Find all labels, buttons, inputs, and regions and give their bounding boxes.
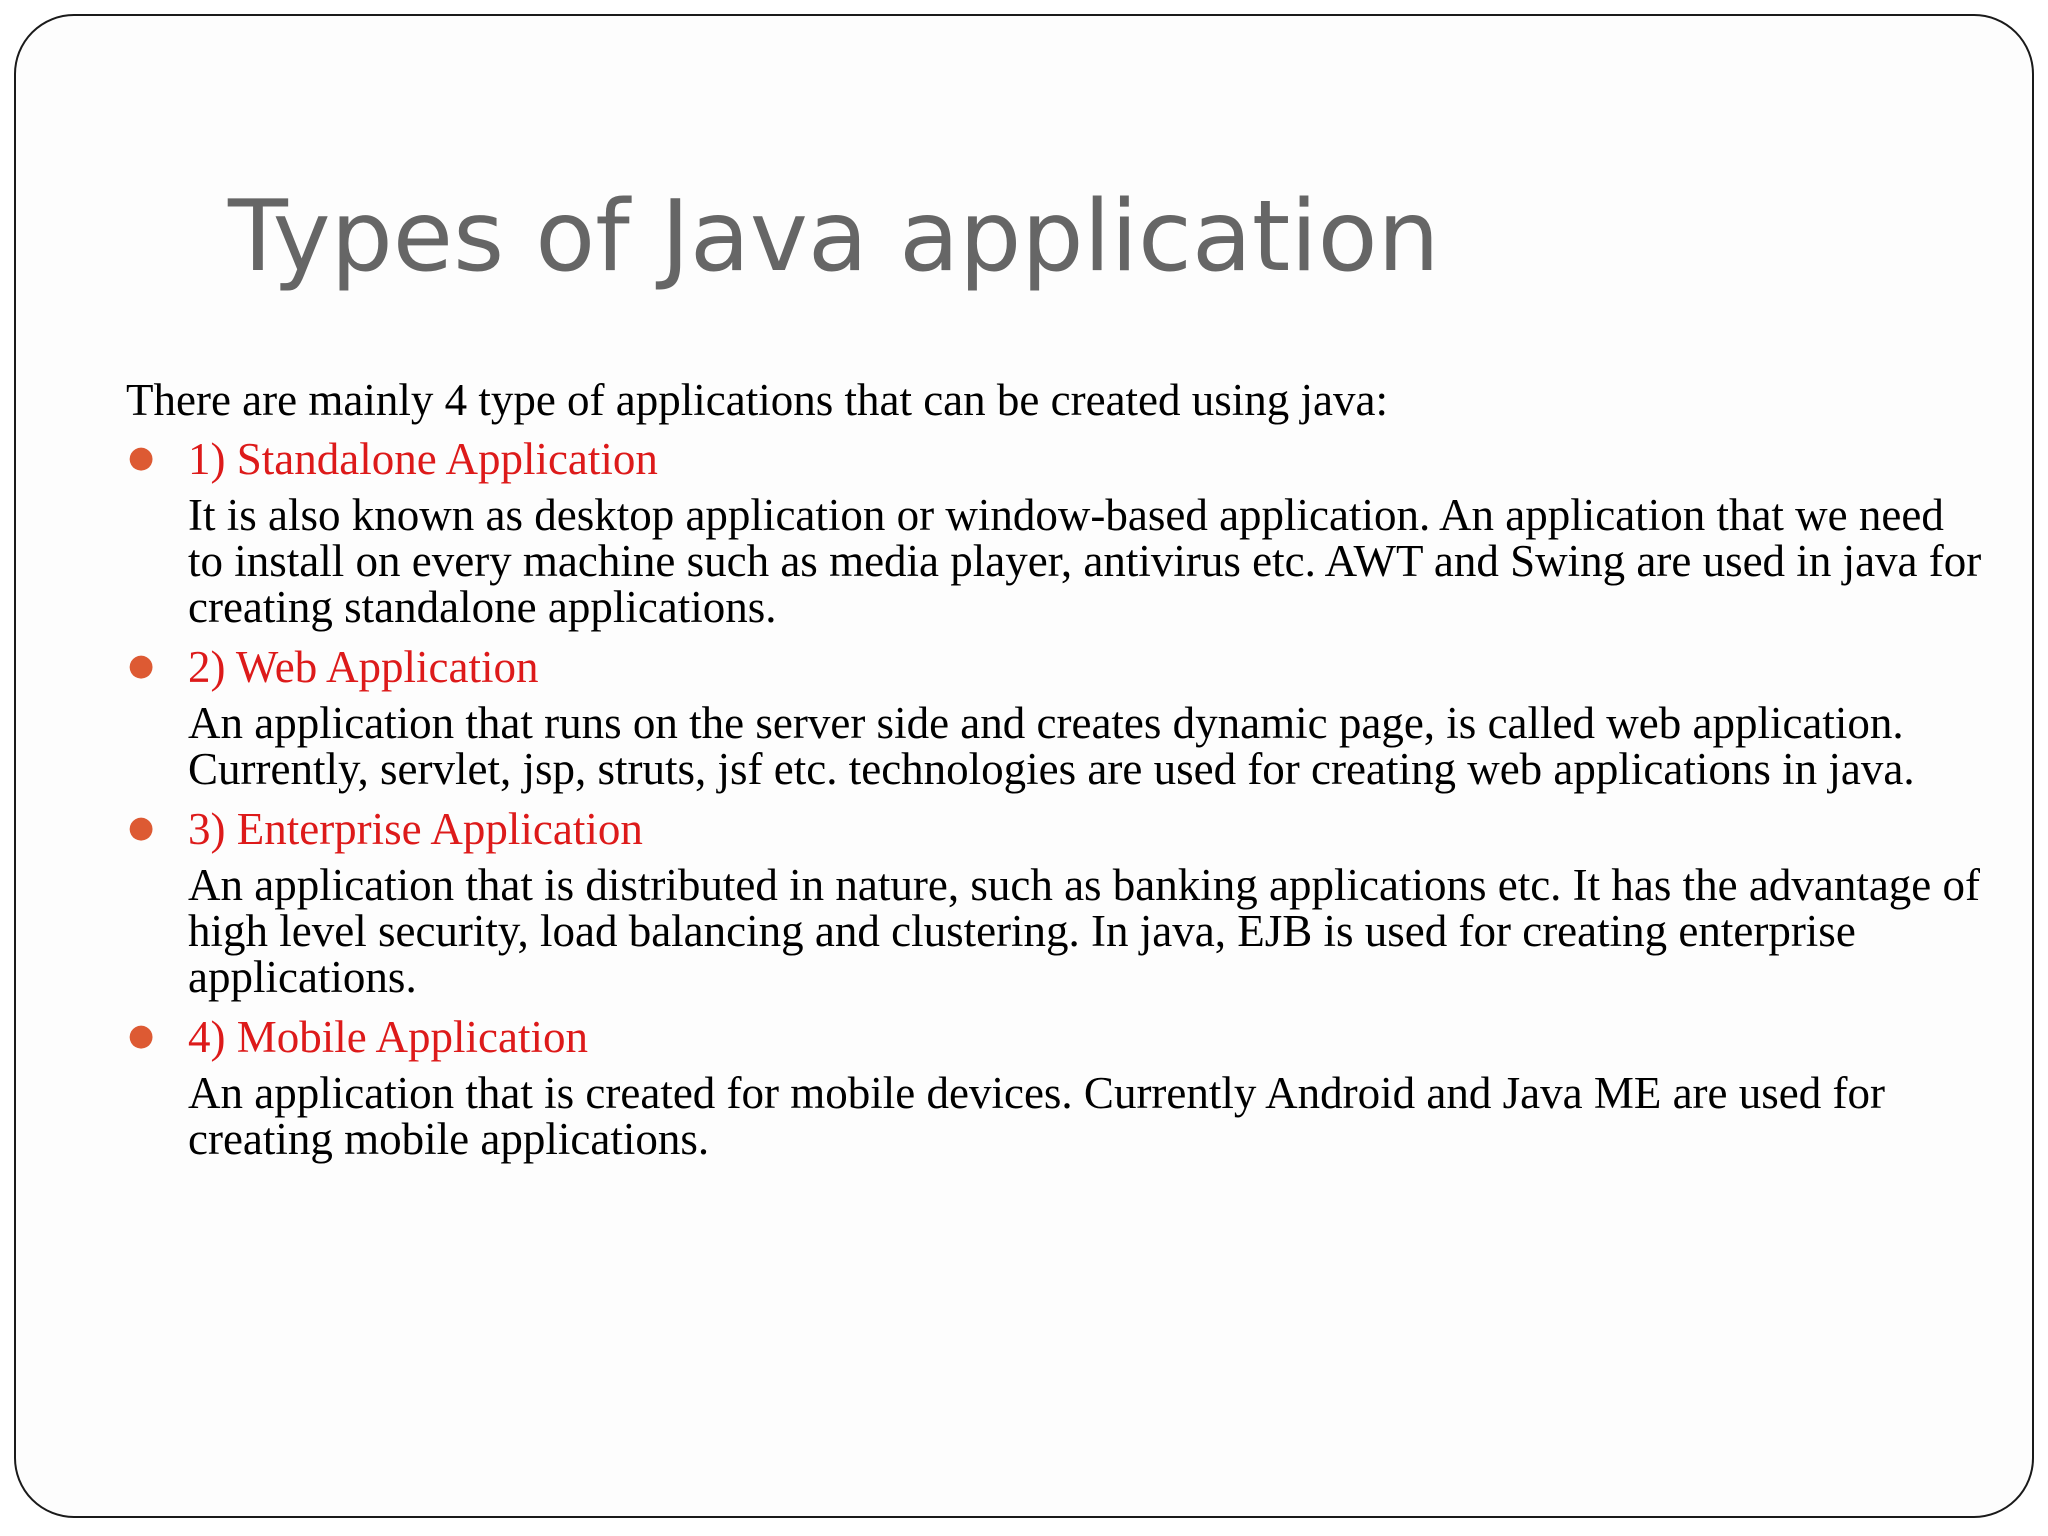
- slide-title: Types of Java application: [228, 180, 1440, 294]
- list-item-mobile: [126, 1006, 1956, 1168]
- item-description: An application that is created for mobile devices. Currently Android and Java ME are used for creating mobile applications.: [188, 1068, 1885, 1164]
- application-types-list: [126, 428, 1982, 1168]
- item-description: An application that is distributed in nature, such as banking applications etc. It has the advantage of high level security, load balancing and clustering. In java, EJB is used for creating enterprise applications.: [188, 860, 1981, 1002]
- item-description: An application that runs on the server side and creates dynamic page, is called web application. Currently, servlet, jsp, struts, jsf etc. technologies are used for creating web applications in java.: [188, 698, 1915, 794]
- bullet-dot-icon: ●: [128, 440, 155, 475]
- item-heading: 3) Enterprise Application: [188, 804, 643, 854]
- item-heading: 2) Web Application: [188, 642, 539, 692]
- item-description: It is also known as desktop application or window-based application. An application that we need to install on every machine such as media player, antivirus etc. AWT and Swing are used in java for creating standalone applications.: [188, 490, 1982, 632]
- bullet-dot-icon: ●: [128, 810, 155, 845]
- list-item-enterprise: [126, 798, 1981, 1006]
- bullet-dot-icon: ●: [128, 648, 155, 683]
- list-item-web: [126, 636, 1956, 798]
- list-item-standalone: [126, 428, 1982, 636]
- item-heading: 4) Mobile Application: [188, 1012, 588, 1062]
- slide-content: [126, 372, 1982, 1168]
- slide: [14, 14, 2034, 1518]
- item-heading: 1) Standalone Application: [188, 434, 658, 484]
- bullet-dot-icon: ●: [128, 1018, 155, 1053]
- intro-text: There are mainly 4 type of applications that can be created using java:: [126, 375, 1388, 425]
